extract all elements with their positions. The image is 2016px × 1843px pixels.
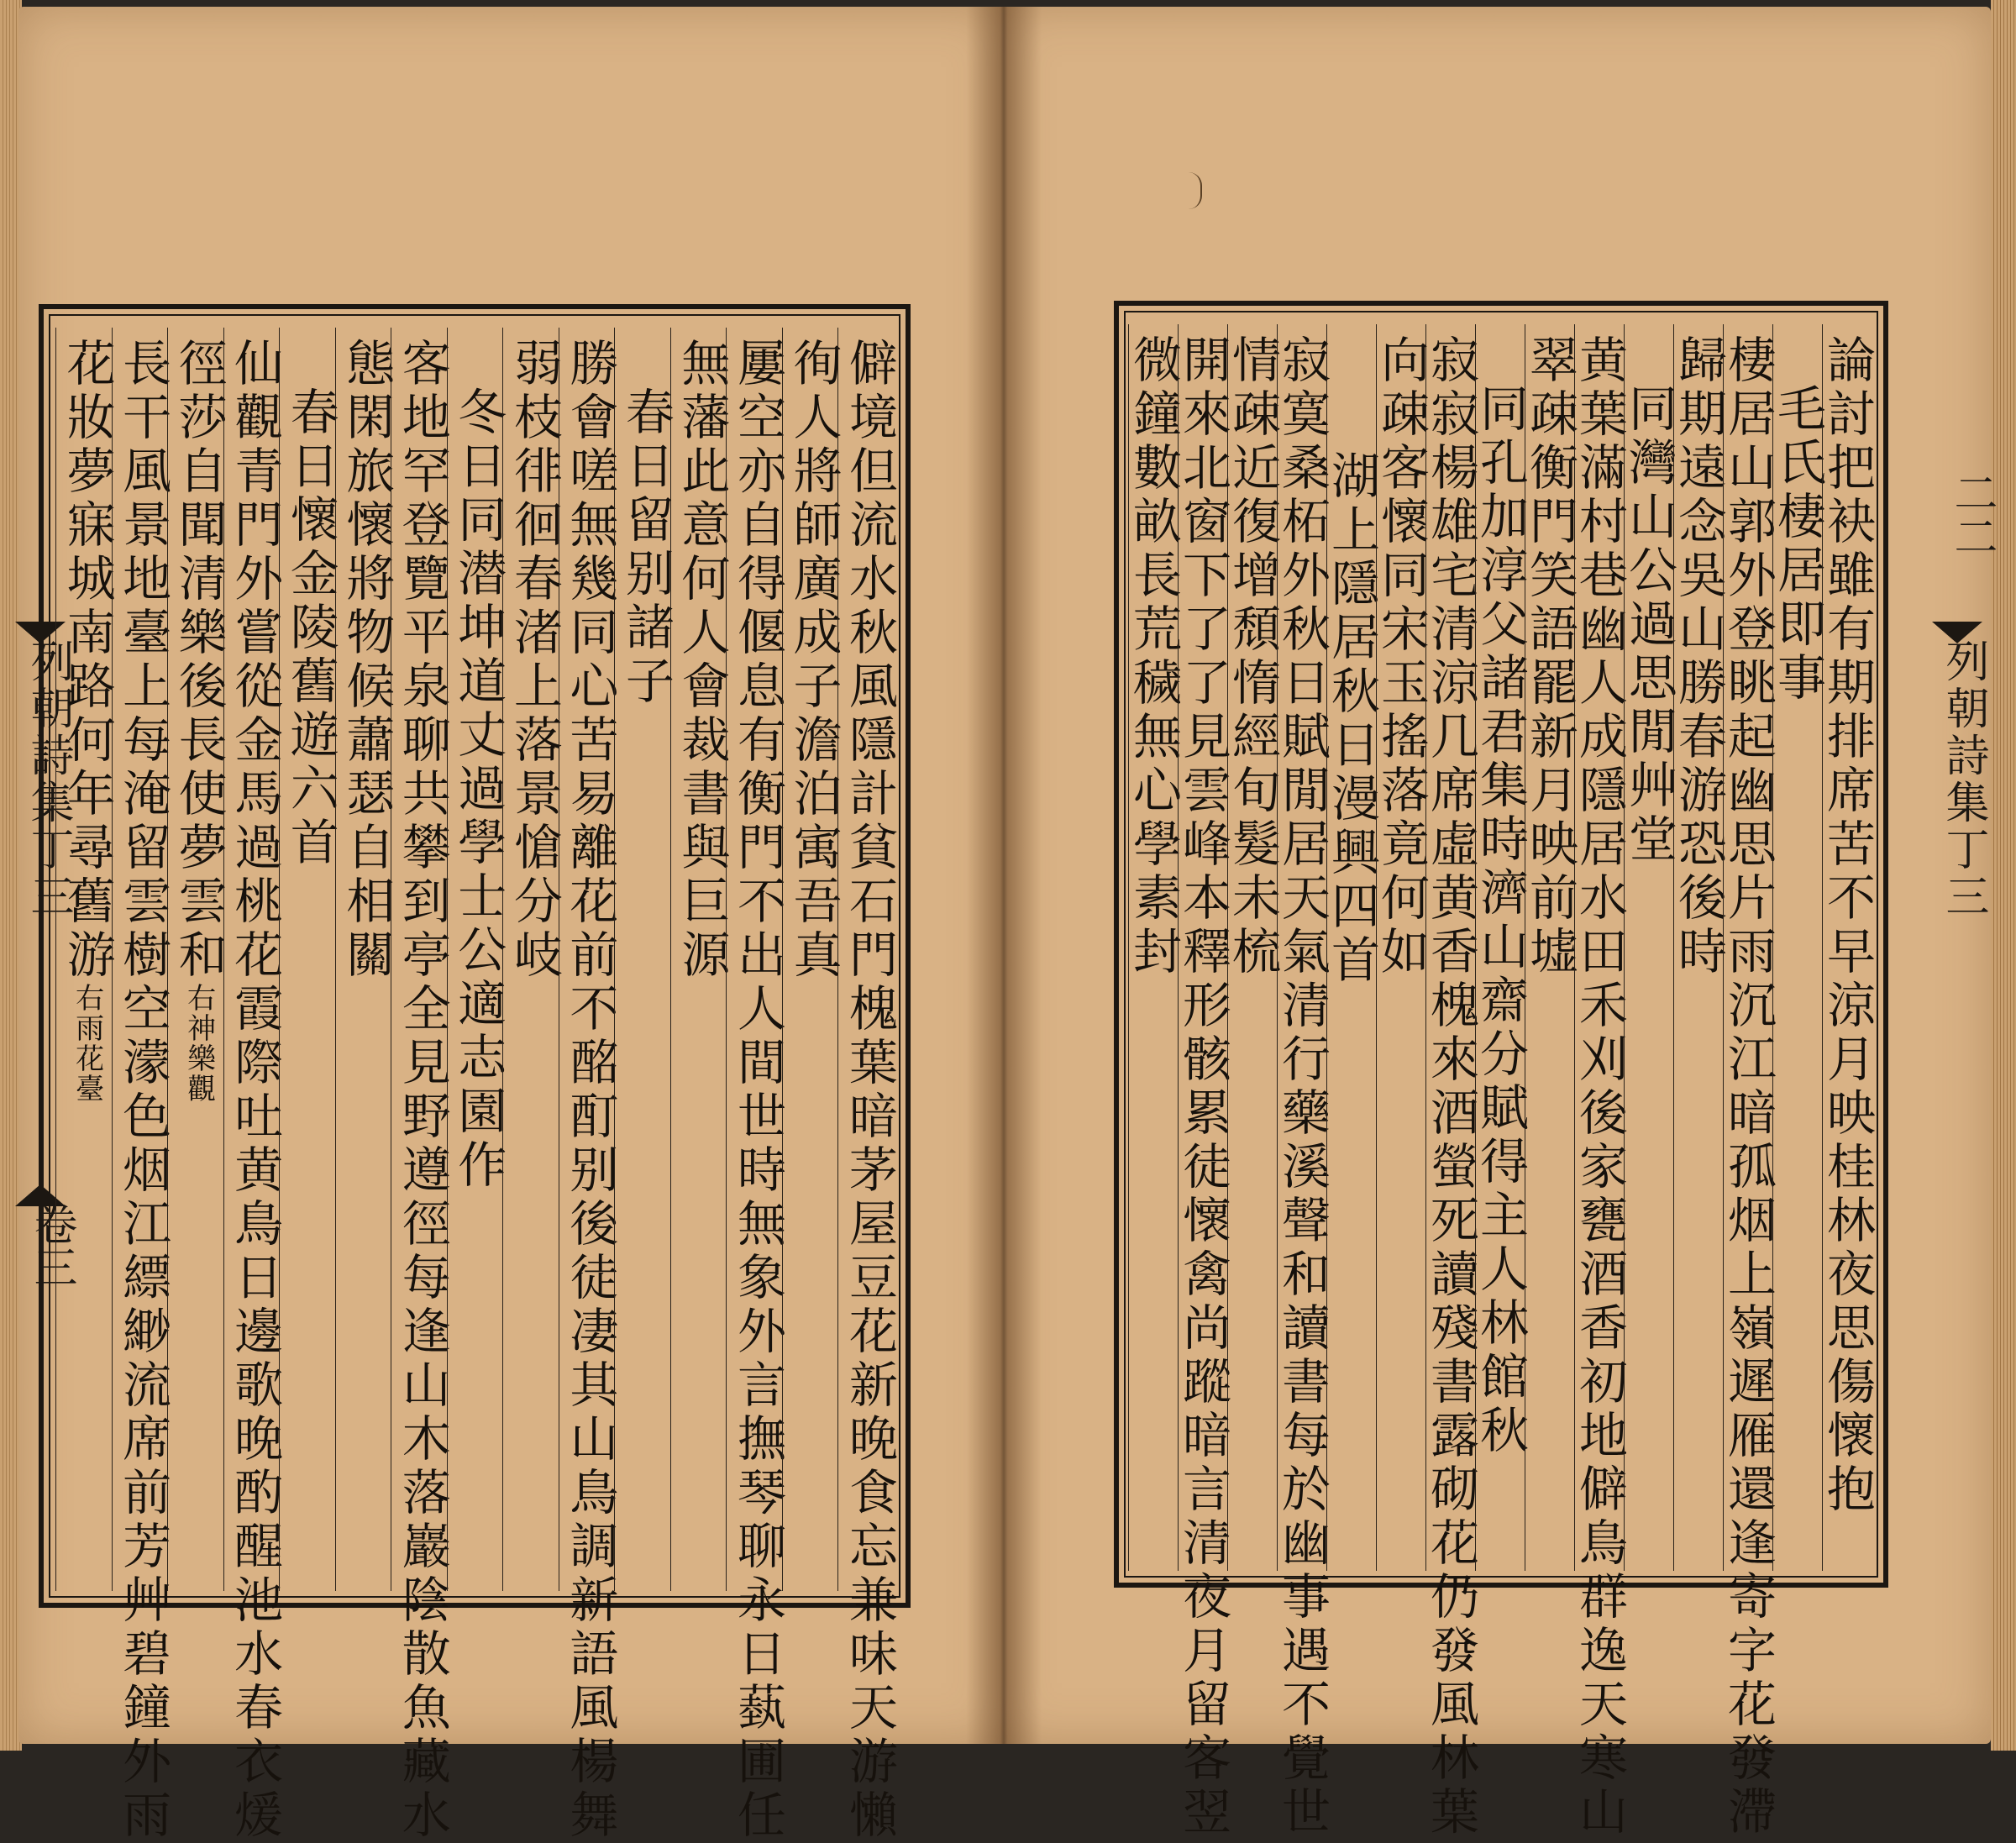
right-page-number: 二二	[1946, 470, 1997, 558]
column-text: 花妝夢寐城南路何年尋舊游	[58, 338, 116, 983]
text-column: 屢空亦自得偃息有衡門不出人間世時無象外言撫琴聊永日蓺圃任	[726, 328, 782, 1591]
right-text-frame	[1114, 301, 1888, 1840]
text-column: 寂寞桑柘外秋日賦閒居天氣清行藥溪聲和讀書每於幽事遇不覺世	[1277, 324, 1326, 1571]
text-column: 徇人將師廣成子澹泊㝢吾真	[782, 328, 838, 1591]
poem-title-column: 春日懷金陵舊遊六首	[279, 328, 335, 1591]
text-column: 開來北窗下了了見雲峰本釋形骸累徒懷禽尚蹤暗言清夜月留客翌	[1178, 324, 1227, 1571]
text-column: 情疎近復增頹惰經旬髮未梳	[1227, 324, 1277, 1571]
text-column: 翠疎衡門笑語罷新月映前墟	[1525, 324, 1574, 1571]
right-spine-title: 列朝詩集丁三	[1938, 638, 1988, 921]
right-columns	[1125, 324, 1876, 1840]
poem-title-column: 湖上隱居秋日漫興四首	[1326, 324, 1376, 1571]
poem-title-column: 毛氏棲居即事	[1772, 324, 1822, 1571]
text-column: 僻境但流水秋風隱計貧石門槐葉暗茅屋豆花新晚食忘兼味天游懶	[837, 328, 894, 1591]
column-text: 徑莎自聞清樂後長使夢雲和	[170, 338, 228, 983]
text-column: 無藩此意何人會裁書與巨源	[670, 328, 727, 1591]
poem-title-column: 同灣山公過思閒艸堂	[1624, 324, 1673, 1571]
text-column-with-note	[167, 328, 228, 1591]
column-note: 右雨花臺	[70, 983, 104, 1104]
text-column: 勝會嗟無幾同心苦易離花前不酩酊别後徒凄其山鳥調新語風楊舞	[559, 328, 615, 1591]
left-spine-title: 列朝詩集丁三	[23, 638, 73, 921]
poem-title-column: 冬日同潜坤道丈過學士公適志園作	[447, 328, 503, 1591]
poem-title-column: 同孔加淳父諸君集時濟山齋分賦得主人林館秋	[1475, 324, 1525, 1571]
text-column: 客地罕登覽平泉聊共攀到亭全見野遵徑每逢山木落巖陰散魚藏水	[391, 328, 447, 1591]
text-column: 歸期遠念吳山勝春游恐後時	[1673, 324, 1723, 1571]
poem-title-column: 春日留别諸子	[614, 328, 670, 1591]
text-column: 棲居山郭外登眺起幽思片雨沉江暗孤烟上嶺遲雁還逢寄字花發滯	[1723, 324, 1772, 1571]
text-column: 態閑旅懷將物候蕭瑟自相關	[335, 328, 391, 1591]
left-columns	[55, 328, 898, 1843]
text-column: 寂寂楊雄宅清涼几席虛黄香槐來酒螢死讀殘書露砌花仍發風林葉	[1425, 324, 1475, 1571]
text-column: 仙觀青門外嘗從金馬過桃花霞際吐黄鳥日邊歌晚酌醒池水春衣煖	[223, 328, 280, 1591]
text-column: 長干風景地臺上每淹留雲樹空濛色烟江縹緲流席前芳艸碧鐘外雨	[112, 328, 168, 1591]
book-gutter	[966, 7, 1042, 1744]
text-column: 論討把袂雖有期排席苦不早涼月映桂林夜思傷懷抱	[1822, 324, 1872, 1571]
text-column: 黄葉滿村巷幽人成隱居水田禾刈後家甕酒香初地僻鳥群逸天寒山	[1574, 324, 1624, 1571]
column-note: 右神樂觀	[181, 983, 216, 1104]
left-page-number: 卷三	[26, 1201, 76, 1289]
text-column: 微鐘數畝長荒穢無心學素封	[1128, 324, 1178, 1571]
left-text-frame	[39, 304, 911, 1843]
text-column: 向疎客懷同宋玉搖落竟何如	[1376, 324, 1425, 1571]
text-column-with-note	[55, 328, 116, 1591]
text-column: 弱枝徘徊春渚上落景愴分岐	[502, 328, 559, 1591]
